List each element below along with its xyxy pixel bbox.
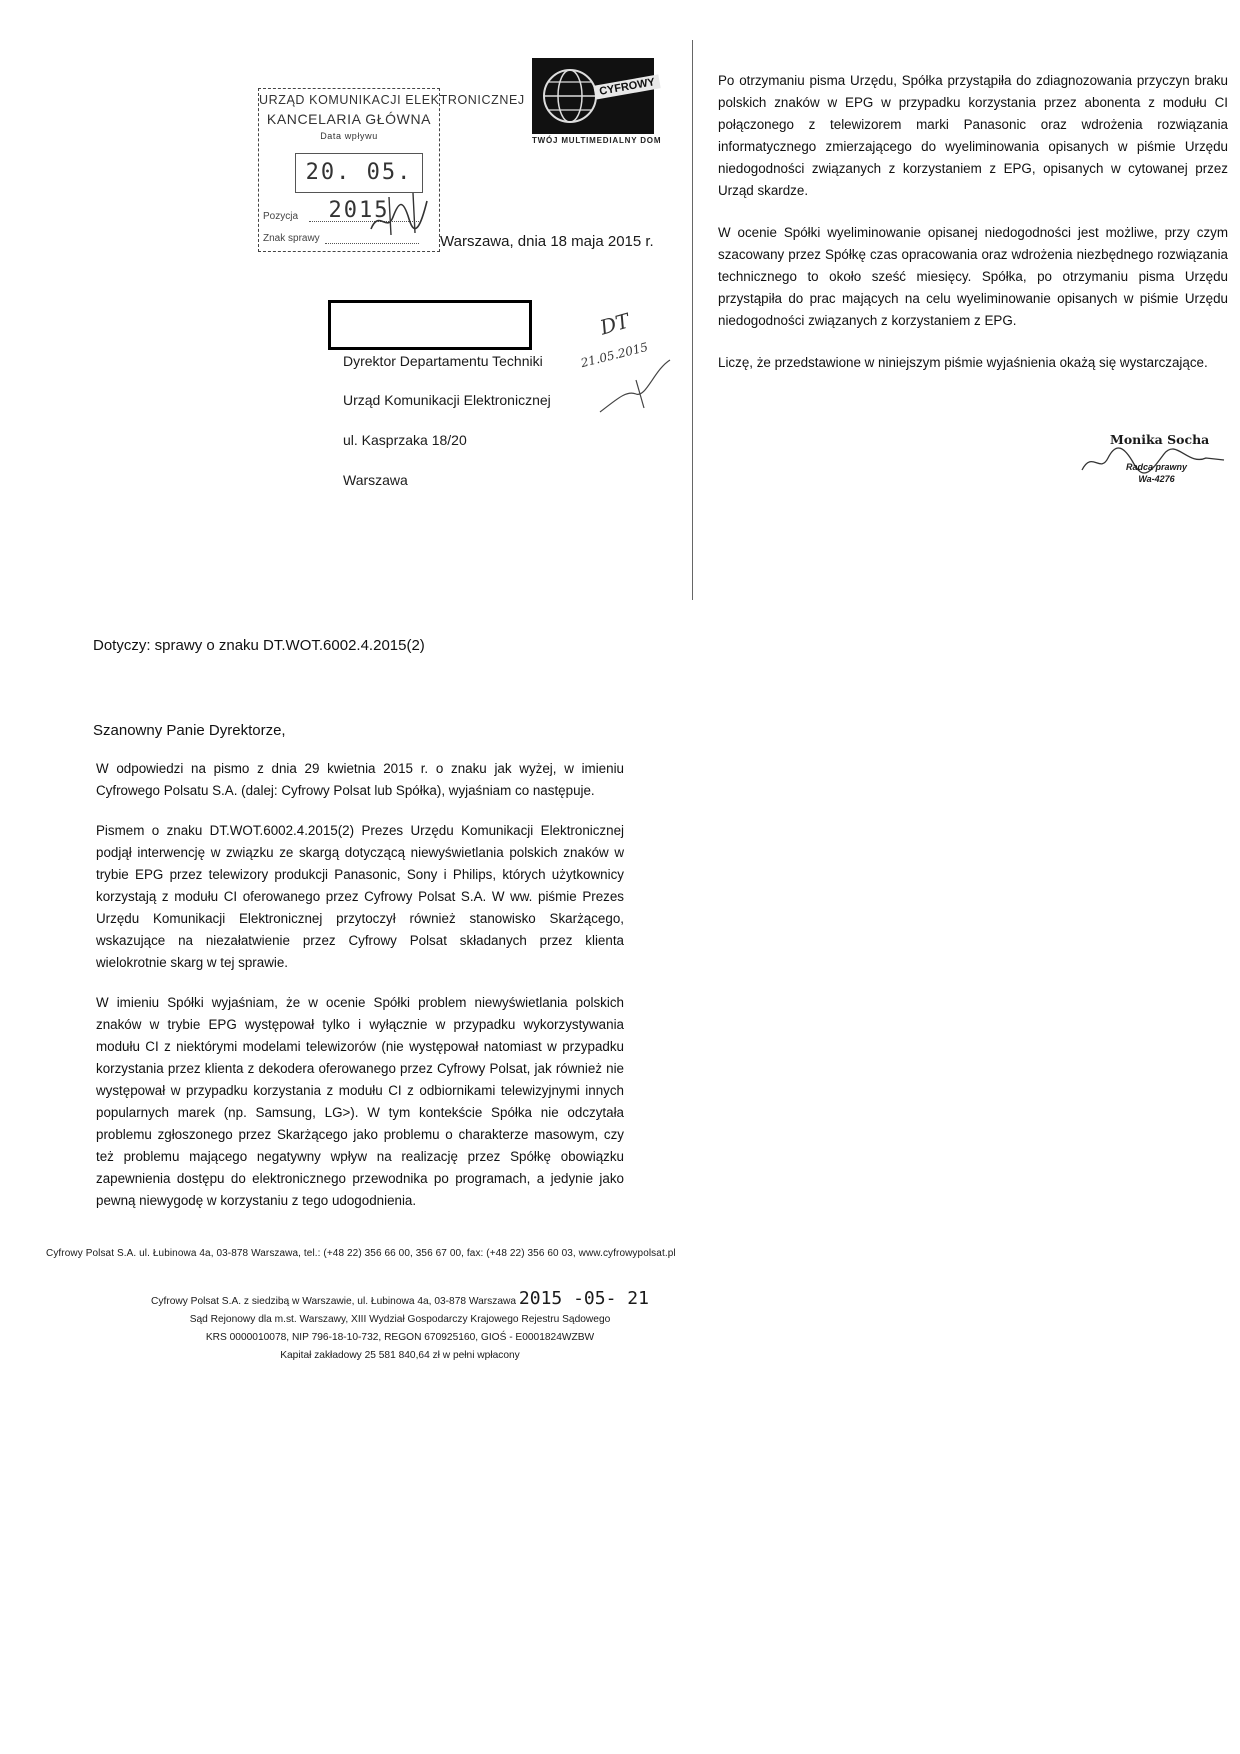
stamp-received-label: Data wpływu (320, 131, 378, 141)
stamp-initials-scribble (369, 189, 429, 239)
footer-court: Sąd Rejonowy dla m.st. Warszawy, XIII Wydział Gospodarczy Krajowego Rejestru Sądowego (189, 1314, 611, 1325)
body-paragraph: W ocenie Spółki wyeliminowanie opisanej niedogodności jest możliwe, przy czym szacowany przez Spółkę czas opracowania oraz wdrożenia niezbędnego rozwiązania technicznego to około sześć miesięcy. Spółka, po otrzymaniu pisma Urzędu przystąpiła do prac mających na celu wyeliminowanie opisanych w piśmie Urzędu niedogodności związanych z korzystaniem z EPG. (718, 225, 1228, 328)
stamp-office: URZĄD KOMUNIKACJI ELEKTRONICZNEJ (259, 93, 525, 107)
company-contact-footer: Cyfrowy Polsat S.A. ul. Łubinowa 4a, 03-878 Warszawa, tel.: (+48 22) 356 66 00, 356 67 00, fax: (+48 22) 356 60 03, www.cyfrowypolsat.pl (46, 1248, 676, 1259)
recipient-title: Dyrektor Departamentu Techniki (343, 353, 543, 369)
body-paragraph: W imieniu Spółki wyjaśniam, że w ocenie Spółki problem niewyświetlania polskich znaków w trybie EPG występował tylko i wyłącznie w przypadku wykorzystywania modułu CI z niektórymi modelami telewizorów (nie występował natomiast w przypadku korzystania przez klienta z dekodera oferowanego przez Cyfrowy Polsat, jak również nie występował w przypadku korzystania z modułu CI z odbiornikami telewizyjnymi innych popularnych marek (np. Samsung, LG>). W tym kontekście Spółka nie odczytała problemu zgłoszonego przez Skarżącego jako problemu o charakterze masowym, czy też problemu mającego negatywny wpływ na realizację przez Spółkę obowiązku zapewnienia dostępu do elektronicznego przewodnika po programach, a jedynie jako pewną niewygodę w korzystaniu z tego udogodnienia. (96, 995, 624, 1208)
signer-title: Radca prawny (1126, 462, 1188, 472)
recipient-city: Warszawa (343, 472, 408, 488)
stamp-field-case: Znak sprawy (263, 233, 320, 244)
letter-body-right (718, 70, 1228, 352)
logo-mark (532, 58, 654, 134)
footer-stamp-line (150, 1290, 650, 1311)
footer-company-address: Cyfrowy Polsat S.A. z siedzibą w Warszawie, ul. Łubinowa 4a, 03-878 Warszawa (151, 1296, 517, 1307)
letter-greeting: Szanowny Panie Dyrektorze, (93, 722, 286, 739)
footer-registry-ids: KRS 0000010078, NIP 796-18-10-732, REGON 670925160, GIOŚ - E0001824WZBW (205, 1332, 595, 1343)
stamp-dotted-line (325, 243, 419, 244)
letter-subject: Dotyczy: sprawy o znaku DT.WOT.6002.4.2015(2) (93, 637, 425, 654)
handwritten-note: DT (597, 308, 633, 340)
letter-date: Warszawa, dnia 18 maja 2015 r. (440, 233, 654, 250)
footer-capital: Kapitał zakładowy 25 581 840,64 zł w pełni wpłacony (280, 1350, 520, 1361)
recipient-street: ul. Kasprzaka 18/20 (343, 432, 467, 448)
letter-body-left (96, 758, 624, 1230)
page-divider (692, 40, 693, 600)
body-paragraph: Po otrzymaniu pisma Urzędu, Spółka przystąpiła do zdiagnozowania przyczyn braku polskich znaków w EPG w przypadku korzystania przez abonenta z modułu CI połączonego z telewizorem marki Panasonic oraz wdrożenia rozwiązania informatycznego zmierzającego do wyeliminowania opisanych w piśmie Urzędu niedogodności związanych z korzystaniem z EPG, opisanych w cytowanej przez Urząd skardze. (718, 73, 1228, 198)
logo-caption: TWÓJ MULTIMEDIALNY DOM (532, 136, 662, 145)
footer-stamp-date: 2015 -05- 21 (518, 1288, 649, 1309)
signer-title-block (1126, 461, 1187, 485)
stamp-department: KANCELARIA GŁÓWNA (266, 111, 432, 127)
body-paragraph: W odpowiedzi na pismo z dnia 29 kwietnia 2015 r. o znaku jak wyżej, w imieniu Cyfrowego Polsatu S.A. (dalej: Cyfrowy Polsat lub Spółka), wyjaśniam co następuje. (96, 761, 624, 798)
handwritten-date: 21.05.2015 (579, 339, 650, 371)
recipient-office: Urząd Komunikacji Elektronicznej (343, 392, 551, 408)
letter-closing: Liczę, że przedstawione w niniejszym piśmie wyjaśnienia okażą się wystarczające. (718, 355, 1208, 370)
company-registration-footer (150, 1290, 650, 1365)
signer-name: Monika Socha (1110, 432, 1210, 447)
stamp-date: 20. 05. 2015 (295, 153, 423, 193)
stamp-field-position: Pozycja (263, 211, 299, 222)
received-stamp (258, 88, 525, 252)
globe-icon (532, 58, 654, 134)
company-logo (532, 58, 662, 152)
handwritten-scribble (596, 350, 676, 420)
body-paragraph: Pismem o znaku DT.WOT.6002.4.2015(2) Prezes Urzędu Komunikacji Elektronicznej podjął interwencję w związku ze skargą dotyczącą niewyświetlania polskich znaków w trybie EPG przez telewizory produkcji Panasonic, Sony i Philips, których użytkownicy korzystają z modułu CI oferowanego przez Cyfrowy Polsat S.A. W ww. piśmie Prezes Urzędu Komunikacji Elektronicznej przytoczył również stanowisko Skarżącego, wskazujące na niezałatwienie przez Cyfrowy Polsat składanych przez klienta wielokrotnie skarg w tej sprawie. (96, 823, 624, 970)
signer-number: Wa-4276 (1138, 474, 1175, 484)
redacted-name-box (328, 300, 532, 350)
logo-brand-label: CYFROWY (593, 74, 661, 99)
